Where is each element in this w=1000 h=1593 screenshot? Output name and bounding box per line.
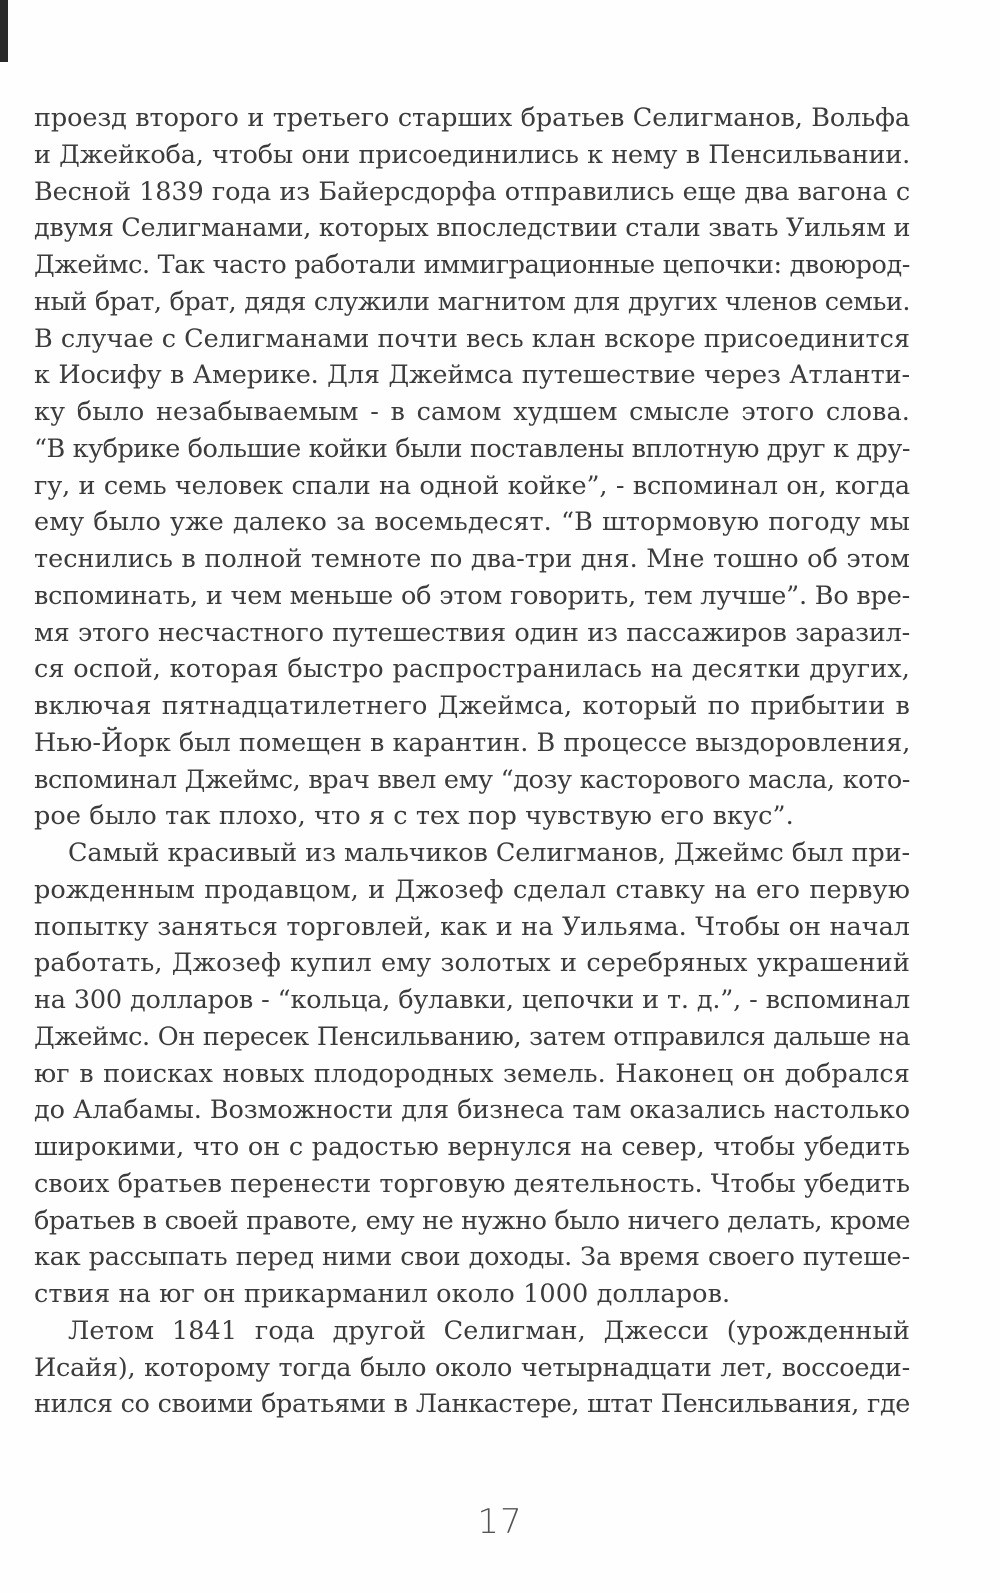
text-line: теснились в полной темноте по два-три дня. Мне тошно об этом: [34, 544, 910, 574]
text-line: мя этого несчастного путешествия один из пассажиров заразил-: [34, 617, 910, 648]
text-line: ку было незабываемым - в самом худшем смысле этого слова.: [34, 397, 910, 427]
text-line: на 300 долларов - “кольца, булавки, цепочки и т. д.”, - вспоминал: [34, 985, 910, 1015]
text-line: Джеймс. Он пересек Пенсильванию, затем отправился дальше на: [34, 1021, 910, 1052]
text-line: включая пятнадцатилетнего Джеймса, который по прибытии в: [34, 691, 910, 721]
text-line: двумя Селигманами, которых впоследствии стали звать Уильям и: [34, 213, 911, 244]
text-line: ся оспой, которая быстро распространилась на десятки других,: [34, 654, 910, 685]
text-line: Исайя), которому тогда было около четырнадцати лет, воссоеди-: [34, 1352, 910, 1383]
text-line: Весной 1839 года из Байерсдорфа отправились еще два вагона с: [34, 176, 910, 207]
text-line: нился со своими братьями в Ланкастере, штат Пенсильвания, где: [34, 1389, 910, 1420]
text-line: проезд второго и третьего старших братьев Селигманов, Вольфа: [34, 103, 910, 133]
text-line: к Иосифу в Америке. Для Джеймса путешествие через Атланти-: [34, 360, 910, 391]
text-line: ный брат, брат, дядя служили магнитом для других членов семьи.: [34, 286, 910, 317]
text-line: В случае с Селигманами почти весь клан вскоре присоединится: [34, 323, 910, 354]
text-line: рожденным продавцом, и Джозеф сделал ставку на его первую: [34, 874, 910, 905]
text-line: Нью-Йорк был помещен в карантин. В процессе выздоровления,: [34, 727, 911, 758]
text-line: гу, и семь человек спали на одной койке”, - вспоминал он, когда: [34, 470, 910, 501]
page-edge-mark: [0, 0, 8, 62]
text-line: братьев в своей правоте, ему не нужно было ничего делать, кроме: [34, 1205, 910, 1236]
text-line: работать, Джозеф купил ему золотых и серебряных украшений: [34, 948, 910, 979]
text-line: попытку заняться торговлей, как и на Уильяма. Чтобы он начал: [34, 911, 910, 942]
text-line: Летом 1841 года другой Селигман, Джесси (урожденный: [68, 1315, 910, 1346]
text-line: и Джейкоба, чтобы они присоединились к нему в Пенсильвании.: [34, 139, 910, 170]
text-line: Самый красивый из мальчиков Селигманов, Джеймс был при-: [68, 838, 910, 868]
text-line: своих братьев перенести торговую деятельность. Чтобы убедить: [34, 1168, 910, 1199]
text-line: “В кубрике большие койки были поставлены вплотную друг к дру-: [34, 433, 910, 464]
text-line: широкими, что он с радостью вернулся на север, чтобы убедить: [34, 1132, 910, 1162]
text-line: рое было так плохо, что я с тех пор чувствую его вкус”.: [34, 801, 794, 832]
text-line: ему было уже далеко за восемьдесят. “В штормовую погоду мы: [34, 507, 910, 538]
text-line: ствия на юг он прикарманил около 1000 долларов.: [34, 1279, 731, 1309]
page-number: 17: [477, 1502, 523, 1542]
text-line: вспоминать, и чем меньше об этом говорить, тем лучше”. Во вре-: [34, 580, 910, 611]
text-line: вспоминал Джеймс, врач ввел ему “дозу касторового масла, кото-: [34, 764, 910, 795]
text-line: до Алабамы. Возможности для бизнеса там оказались настолько: [34, 1095, 910, 1126]
text-line: как рассыпать перед ними свои доходы. За время своего путеше-: [34, 1242, 910, 1273]
body-text: [34, 100, 910, 1423]
text-line: юг в поисках новых плодородных земель. Наконец он добрался: [34, 1058, 910, 1089]
text-line: Джеймс. Так часто работали иммиграционные цепочки: двоюрод-: [34, 250, 910, 280]
